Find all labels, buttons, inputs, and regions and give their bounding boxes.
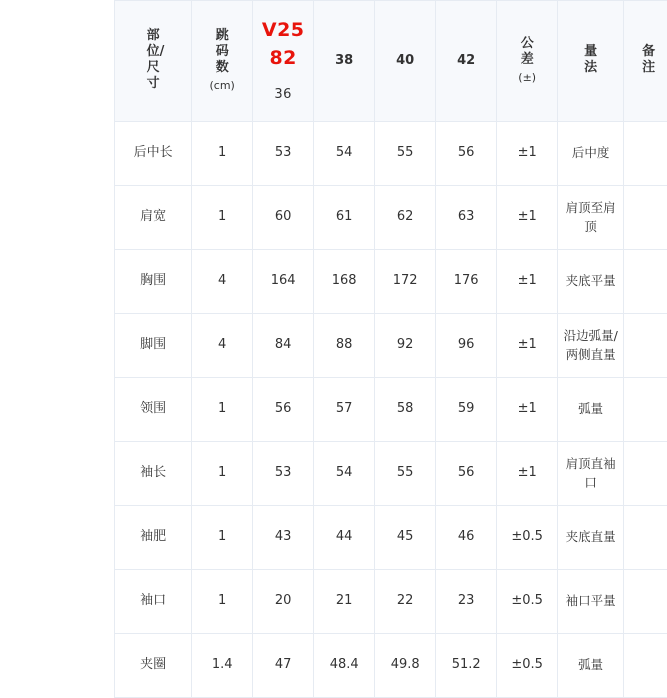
cell-part: 脚围 — [115, 314, 192, 378]
table-row — [115, 186, 667, 250]
header-part-label: 部位/尺寸 — [147, 28, 160, 93]
cell-jump: 4 — [192, 250, 253, 314]
cell-remark — [624, 122, 667, 186]
cell-part: 领围 — [115, 378, 192, 442]
cell-size-36: 43 — [253, 506, 314, 570]
cell-jump: 1 — [192, 122, 253, 186]
cell-size-42: 56 — [436, 442, 497, 506]
header-jump-unit: (cm) — [194, 78, 250, 94]
cell-size-40: 58 — [375, 378, 436, 442]
header-tolerance-label: 公差 — [521, 36, 534, 69]
cell-method: 后中度 — [558, 122, 624, 186]
cell-remark — [624, 570, 667, 634]
cell-part: 袖口 — [115, 570, 192, 634]
header-jump-label: 跳码数 — [216, 28, 229, 77]
header-cell-remark — [624, 1, 667, 122]
cell-jump: 1 — [192, 186, 253, 250]
cell-remark — [624, 250, 667, 314]
cell-size-40: 49.8 — [375, 634, 436, 698]
cell-tolerance: ±1 — [497, 442, 558, 506]
cell-method: 夹底平量 — [558, 250, 624, 314]
header-size-38: 38 — [335, 53, 353, 68]
cell-tolerance: ±1 — [497, 250, 558, 314]
cell-size-38: 44 — [314, 506, 375, 570]
header-cell-size-40 — [375, 1, 436, 122]
size-chart-container — [114, 0, 667, 698]
size-chart-table — [114, 0, 667, 698]
table-row — [115, 122, 667, 186]
cell-jump: 1 — [192, 570, 253, 634]
cell-size-38: 21 — [314, 570, 375, 634]
cell-method: 肩顶直袖口 — [558, 442, 624, 506]
cell-size-42: 63 — [436, 186, 497, 250]
header-size-36: 36 — [255, 86, 311, 105]
cell-size-42: 96 — [436, 314, 497, 378]
cell-method: 弧量 — [558, 634, 624, 698]
header-tolerance-unit: (±) — [499, 70, 555, 86]
header-size-40: 40 — [396, 53, 414, 68]
cell-tolerance: ±0.5 — [497, 570, 558, 634]
cell-jump: 4 — [192, 314, 253, 378]
cell-tolerance: ±1 — [497, 122, 558, 186]
cell-remark — [624, 634, 667, 698]
cell-part: 袖肥 — [115, 506, 192, 570]
table-row — [115, 506, 667, 570]
cell-size-40: 22 — [375, 570, 436, 634]
cell-jump: 1 — [192, 442, 253, 506]
cell-method: 弧量 — [558, 378, 624, 442]
header-cell-size-42 — [436, 1, 497, 122]
cell-size-40: 62 — [375, 186, 436, 250]
cell-size-40: 55 — [375, 442, 436, 506]
cell-tolerance: ±0.5 — [497, 506, 558, 570]
table-row — [115, 570, 667, 634]
cell-tolerance: ±1 — [497, 314, 558, 378]
cell-remark — [624, 506, 667, 570]
cell-tolerance: ±0.5 — [497, 634, 558, 698]
cell-remark — [624, 378, 667, 442]
cell-size-40: 55 — [375, 122, 436, 186]
cell-size-38: 54 — [314, 442, 375, 506]
cell-size-38: 168 — [314, 250, 375, 314]
cell-size-38: 61 — [314, 186, 375, 250]
table-row — [115, 442, 667, 506]
cell-jump: 1 — [192, 506, 253, 570]
cell-remark — [624, 442, 667, 506]
cell-tolerance: ±1 — [497, 378, 558, 442]
cell-part: 袖长 — [115, 442, 192, 506]
header-row — [115, 1, 667, 122]
cell-size-36: 56 — [253, 378, 314, 442]
cell-size-42: 176 — [436, 250, 497, 314]
cell-size-36: 53 — [253, 122, 314, 186]
header-cell-method — [558, 1, 624, 122]
cell-size-42: 51.2 — [436, 634, 497, 698]
style-code-label: V2582 — [262, 19, 305, 69]
cell-tolerance: ±1 — [497, 186, 558, 250]
cell-size-38: 88 — [314, 314, 375, 378]
header-method-label: 量法 — [584, 44, 597, 77]
cell-size-40: 172 — [375, 250, 436, 314]
cell-method: 肩顶至肩顶 — [558, 186, 624, 250]
cell-part: 后中长 — [115, 122, 192, 186]
cell-size-36: 164 — [253, 250, 314, 314]
cell-part: 夹圈 — [115, 634, 192, 698]
header-cell-style-code — [253, 1, 314, 122]
cell-size-36: 53 — [253, 442, 314, 506]
cell-size-36: 20 — [253, 570, 314, 634]
header-cell-size-38 — [314, 1, 375, 122]
cell-size-42: 56 — [436, 122, 497, 186]
cell-part: 胸围 — [115, 250, 192, 314]
cell-size-38: 48.4 — [314, 634, 375, 698]
table-row — [115, 378, 667, 442]
header-cell-jump — [192, 1, 253, 122]
table-body — [115, 122, 667, 698]
cell-jump: 1.4 — [192, 634, 253, 698]
cell-method: 袖口平量 — [558, 570, 624, 634]
table-header — [115, 1, 667, 122]
header-cell-part — [115, 1, 192, 122]
cell-size-36: 84 — [253, 314, 314, 378]
cell-size-36: 47 — [253, 634, 314, 698]
cell-size-40: 45 — [375, 506, 436, 570]
cell-size-40: 92 — [375, 314, 436, 378]
table-row — [115, 250, 667, 314]
cell-size-42: 23 — [436, 570, 497, 634]
header-remark-label: 备注 — [642, 44, 655, 77]
cell-size-42: 59 — [436, 378, 497, 442]
cell-remark — [624, 314, 667, 378]
cell-size-38: 54 — [314, 122, 375, 186]
header-size-42: 42 — [457, 53, 475, 68]
cell-part: 肩宽 — [115, 186, 192, 250]
cell-size-38: 57 — [314, 378, 375, 442]
cell-jump: 1 — [192, 378, 253, 442]
cell-method: 夹底直量 — [558, 506, 624, 570]
table-row — [115, 314, 667, 378]
cell-size-36: 60 — [253, 186, 314, 250]
cell-size-42: 46 — [436, 506, 497, 570]
header-cell-tolerance — [497, 1, 558, 122]
cell-method: 沿边弧量/两侧直量 — [558, 314, 624, 378]
table-row — [115, 634, 667, 698]
cell-remark — [624, 186, 667, 250]
